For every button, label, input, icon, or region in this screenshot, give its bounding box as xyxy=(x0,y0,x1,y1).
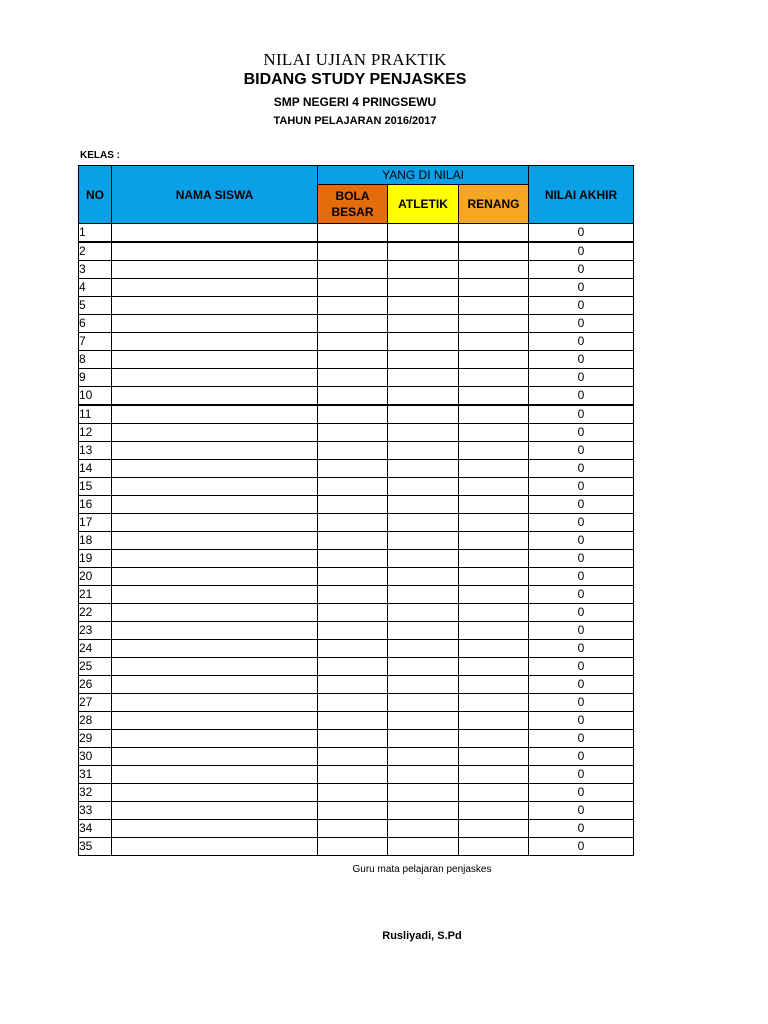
table-row xyxy=(79,730,634,748)
atletik-score-cell xyxy=(388,405,459,424)
row-number: 23 xyxy=(79,622,112,640)
final-score-cell: 0 xyxy=(529,387,634,406)
bola-besar-score-cell xyxy=(318,640,388,658)
row-number: 34 xyxy=(79,820,112,838)
column-header-name: NAMA SISWA xyxy=(112,166,318,224)
bola-besar-score-cell xyxy=(318,532,388,550)
student-name-cell xyxy=(112,333,318,351)
final-score-cell: 0 xyxy=(529,405,634,424)
row-number: 15 xyxy=(79,478,112,496)
final-score-cell: 0 xyxy=(529,658,634,676)
table-row xyxy=(79,224,634,243)
final-score-cell: 0 xyxy=(529,242,634,261)
atletik-score-cell xyxy=(388,622,459,640)
renang-score-cell xyxy=(459,604,529,622)
renang-score-cell xyxy=(459,387,529,406)
row-number: 7 xyxy=(79,333,112,351)
row-number: 22 xyxy=(79,604,112,622)
student-name-cell xyxy=(112,261,318,279)
table-row xyxy=(79,748,634,766)
renang-score-cell xyxy=(459,333,529,351)
column-header-final-score: NILAI AKHIR xyxy=(529,166,634,224)
row-number: 14 xyxy=(79,460,112,478)
atletik-score-cell xyxy=(388,242,459,261)
atletik-score-cell xyxy=(388,838,459,856)
student-name-cell xyxy=(112,766,318,784)
table-row xyxy=(79,550,634,568)
grade-table xyxy=(78,165,634,856)
student-name-cell xyxy=(112,640,318,658)
bola-besar-score-cell xyxy=(318,820,388,838)
atletik-score-cell xyxy=(388,333,459,351)
row-number: 29 xyxy=(79,730,112,748)
atletik-score-cell xyxy=(388,694,459,712)
row-number: 3 xyxy=(79,261,112,279)
renang-score-cell xyxy=(459,784,529,802)
renang-score-cell xyxy=(459,658,529,676)
atletik-score-cell xyxy=(388,550,459,568)
table-row xyxy=(79,514,634,532)
student-name-cell xyxy=(112,369,318,387)
student-name-cell xyxy=(112,820,318,838)
final-score-cell: 0 xyxy=(529,766,634,784)
bola-besar-score-cell xyxy=(318,478,388,496)
student-name-cell xyxy=(112,514,318,532)
row-number: 30 xyxy=(79,748,112,766)
bola-besar-score-cell xyxy=(318,351,388,369)
student-name-cell xyxy=(112,712,318,730)
column-header-atletik: ATLETIK xyxy=(388,185,459,224)
document-title: NILAI UJIAN PRAKTIK xyxy=(263,50,447,69)
renang-score-cell xyxy=(459,820,529,838)
table-row xyxy=(79,640,634,658)
table-row xyxy=(79,838,634,856)
renang-score-cell xyxy=(459,224,529,243)
bola-besar-score-cell xyxy=(318,838,388,856)
table-row xyxy=(79,694,634,712)
student-name-cell xyxy=(112,315,318,333)
bola-besar-score-cell xyxy=(318,297,388,315)
row-number: 35 xyxy=(79,838,112,856)
atletik-score-cell xyxy=(388,387,459,406)
atletik-score-cell xyxy=(388,820,459,838)
student-name-cell xyxy=(112,351,318,369)
bola-besar-score-cell xyxy=(318,369,388,387)
student-name-cell xyxy=(112,478,318,496)
final-score-cell: 0 xyxy=(529,694,634,712)
row-number: 26 xyxy=(79,676,112,694)
atletik-score-cell xyxy=(388,351,459,369)
bola-besar-score-cell xyxy=(318,748,388,766)
renang-score-cell xyxy=(459,838,529,856)
class-label: KELAS : xyxy=(80,150,120,161)
atletik-score-cell xyxy=(388,712,459,730)
row-number: 17 xyxy=(79,514,112,532)
table-row xyxy=(79,333,634,351)
student-name-cell xyxy=(112,676,318,694)
student-name-cell xyxy=(112,387,318,406)
atletik-score-cell xyxy=(388,748,459,766)
final-score-cell: 0 xyxy=(529,478,634,496)
atletik-score-cell xyxy=(388,297,459,315)
bola-besar-score-cell xyxy=(318,242,388,261)
row-number: 10 xyxy=(79,387,112,406)
final-score-cell: 0 xyxy=(529,224,634,243)
bola-besar-score-cell xyxy=(318,676,388,694)
atletik-score-cell xyxy=(388,478,459,496)
student-name-cell xyxy=(112,405,318,424)
table-row xyxy=(79,712,634,730)
atletik-score-cell xyxy=(388,224,459,243)
atletik-score-cell xyxy=(388,568,459,586)
student-name-cell xyxy=(112,460,318,478)
bola-besar-score-cell xyxy=(318,333,388,351)
row-number: 16 xyxy=(79,496,112,514)
bola-besar-score-cell xyxy=(318,766,388,784)
final-score-cell: 0 xyxy=(529,748,634,766)
renang-score-cell xyxy=(459,586,529,604)
renang-score-cell xyxy=(459,478,529,496)
final-score-cell: 0 xyxy=(529,297,634,315)
renang-score-cell xyxy=(459,532,529,550)
student-name-cell xyxy=(112,568,318,586)
table-row xyxy=(79,658,634,676)
row-number: 9 xyxy=(79,369,112,387)
renang-score-cell xyxy=(459,550,529,568)
atletik-score-cell xyxy=(388,315,459,333)
final-score-cell: 0 xyxy=(529,351,634,369)
atletik-score-cell xyxy=(388,442,459,460)
school-name: SMP NEGERI 4 PRINGSEWU xyxy=(273,95,437,109)
row-number: 32 xyxy=(79,784,112,802)
table-row xyxy=(79,496,634,514)
table-row xyxy=(79,279,634,297)
student-name-cell xyxy=(112,694,318,712)
row-number: 21 xyxy=(79,586,112,604)
table-row xyxy=(79,532,634,550)
bola-besar-score-cell xyxy=(318,622,388,640)
student-name-cell xyxy=(112,550,318,568)
renang-score-cell xyxy=(459,242,529,261)
student-name-cell xyxy=(112,802,318,820)
row-number: 31 xyxy=(79,766,112,784)
student-name-cell xyxy=(112,442,318,460)
atletik-score-cell xyxy=(388,604,459,622)
row-number: 11 xyxy=(79,405,112,424)
bola-besar-score-cell xyxy=(318,658,388,676)
atletik-score-cell xyxy=(388,261,459,279)
table-row xyxy=(79,424,634,442)
final-score-cell: 0 xyxy=(529,784,634,802)
renang-score-cell xyxy=(459,369,529,387)
table-row xyxy=(79,315,634,333)
final-score-cell: 0 xyxy=(529,279,634,297)
renang-score-cell xyxy=(459,442,529,460)
row-number: 33 xyxy=(79,802,112,820)
bola-besar-score-cell xyxy=(318,586,388,604)
row-number: 20 xyxy=(79,568,112,586)
atletik-score-cell xyxy=(388,369,459,387)
atletik-score-cell xyxy=(388,460,459,478)
final-score-cell: 0 xyxy=(529,514,634,532)
atletik-score-cell xyxy=(388,640,459,658)
table-row xyxy=(79,586,634,604)
table-row xyxy=(79,297,634,315)
row-number: 13 xyxy=(79,442,112,460)
student-name-cell xyxy=(112,532,318,550)
final-score-cell: 0 xyxy=(529,586,634,604)
final-score-cell: 0 xyxy=(529,315,634,333)
student-name-cell xyxy=(112,586,318,604)
bola-besar-score-cell xyxy=(318,224,388,243)
student-name-cell xyxy=(112,658,318,676)
atletik-score-cell xyxy=(388,766,459,784)
final-score-cell: 0 xyxy=(529,496,634,514)
bola-besar-score-cell xyxy=(318,514,388,532)
renang-score-cell xyxy=(459,496,529,514)
table-row xyxy=(79,387,634,406)
renang-score-cell xyxy=(459,730,529,748)
bola-besar-score-cell xyxy=(318,694,388,712)
table-row xyxy=(79,604,634,622)
teacher-label: Guru mata pelajaran penjaskes xyxy=(352,864,492,875)
table-row xyxy=(79,261,634,279)
bola-besar-score-cell xyxy=(318,568,388,586)
bola-besar-score-cell xyxy=(318,405,388,424)
table-row xyxy=(79,568,634,586)
atletik-score-cell xyxy=(388,586,459,604)
atletik-score-cell xyxy=(388,279,459,297)
student-name-cell xyxy=(112,297,318,315)
final-score-cell: 0 xyxy=(529,712,634,730)
final-score-cell: 0 xyxy=(529,369,634,387)
row-number: 27 xyxy=(79,694,112,712)
renang-score-cell xyxy=(459,279,529,297)
row-number: 24 xyxy=(79,640,112,658)
renang-score-cell xyxy=(459,676,529,694)
table-body xyxy=(79,224,634,856)
row-number: 1 xyxy=(79,224,112,243)
atletik-score-cell xyxy=(388,424,459,442)
row-number: 28 xyxy=(79,712,112,730)
subject-title: BIDANG STUDY PENJASKES xyxy=(243,71,467,88)
bola-besar-score-cell xyxy=(318,550,388,568)
bola-besar-score-cell xyxy=(318,261,388,279)
table-row xyxy=(79,460,634,478)
student-name-cell xyxy=(112,622,318,640)
row-number: 5 xyxy=(79,297,112,315)
final-score-cell: 0 xyxy=(529,568,634,586)
bola-besar-score-cell xyxy=(318,712,388,730)
renang-score-cell xyxy=(459,802,529,820)
student-name-cell xyxy=(112,224,318,243)
student-name-cell xyxy=(112,496,318,514)
renang-score-cell xyxy=(459,315,529,333)
renang-score-cell xyxy=(459,748,529,766)
renang-score-cell xyxy=(459,622,529,640)
atletik-score-cell xyxy=(388,514,459,532)
final-score-cell: 0 xyxy=(529,550,634,568)
bola-besar-score-cell xyxy=(318,315,388,333)
renang-score-cell xyxy=(459,568,529,586)
student-name-cell xyxy=(112,424,318,442)
student-name-cell xyxy=(112,730,318,748)
table-row xyxy=(79,442,634,460)
atletik-score-cell xyxy=(388,496,459,514)
bola-besar-score-cell xyxy=(318,442,388,460)
renang-score-cell xyxy=(459,514,529,532)
table-row xyxy=(79,242,634,261)
row-number: 18 xyxy=(79,532,112,550)
final-score-cell: 0 xyxy=(529,333,634,351)
table-row xyxy=(79,369,634,387)
atletik-score-cell xyxy=(388,784,459,802)
final-score-cell: 0 xyxy=(529,640,634,658)
column-header-bola-besar: BOLA BESAR xyxy=(318,185,388,224)
table-row xyxy=(79,784,634,802)
bola-besar-score-cell xyxy=(318,387,388,406)
bola-besar-score-cell xyxy=(318,496,388,514)
final-score-cell: 0 xyxy=(529,604,634,622)
table-row xyxy=(79,820,634,838)
table-row xyxy=(79,478,634,496)
row-number: 4 xyxy=(79,279,112,297)
atletik-score-cell xyxy=(388,532,459,550)
final-score-cell: 0 xyxy=(529,622,634,640)
student-name-cell xyxy=(112,784,318,802)
bola-besar-score-cell xyxy=(318,424,388,442)
bola-besar-score-cell xyxy=(318,784,388,802)
renang-score-cell xyxy=(459,640,529,658)
atletik-score-cell xyxy=(388,802,459,820)
table-row xyxy=(79,405,634,424)
academic-year: TAHUN PELAJARAN 2016/2017 xyxy=(273,115,437,127)
renang-score-cell xyxy=(459,460,529,478)
row-number: 19 xyxy=(79,550,112,568)
student-name-cell xyxy=(112,242,318,261)
renang-score-cell xyxy=(459,405,529,424)
renang-score-cell xyxy=(459,694,529,712)
renang-score-cell xyxy=(459,712,529,730)
student-name-cell xyxy=(112,838,318,856)
atletik-score-cell xyxy=(388,658,459,676)
row-number: 25 xyxy=(79,658,112,676)
bola-besar-score-cell xyxy=(318,604,388,622)
row-number: 12 xyxy=(79,424,112,442)
column-header-no: NO xyxy=(79,166,112,224)
final-score-cell: 0 xyxy=(529,676,634,694)
final-score-cell: 0 xyxy=(529,460,634,478)
final-score-cell: 0 xyxy=(529,424,634,442)
column-header-renang: RENANG xyxy=(459,185,529,224)
final-score-cell: 0 xyxy=(529,532,634,550)
student-name-cell xyxy=(112,748,318,766)
row-number: 6 xyxy=(79,315,112,333)
table-row xyxy=(79,622,634,640)
renang-score-cell xyxy=(459,351,529,369)
renang-score-cell xyxy=(459,297,529,315)
bola-besar-score-cell xyxy=(318,802,388,820)
table-row xyxy=(79,351,634,369)
final-score-cell: 0 xyxy=(529,442,634,460)
bola-besar-score-cell xyxy=(318,730,388,748)
atletik-score-cell xyxy=(388,730,459,748)
teacher-name: Rusliyadi, S.Pd xyxy=(382,930,462,942)
final-score-cell: 0 xyxy=(529,802,634,820)
table-row xyxy=(79,766,634,784)
student-name-cell xyxy=(112,604,318,622)
renang-score-cell xyxy=(459,261,529,279)
atletik-score-cell xyxy=(388,676,459,694)
final-score-cell: 0 xyxy=(529,730,634,748)
final-score-cell: 0 xyxy=(529,261,634,279)
final-score-cell: 0 xyxy=(529,820,634,838)
table-row xyxy=(79,676,634,694)
bola-besar-score-cell xyxy=(318,460,388,478)
renang-score-cell xyxy=(459,424,529,442)
column-group-assessed: YANG DI NILAI xyxy=(318,166,529,185)
renang-score-cell xyxy=(459,766,529,784)
row-number: 8 xyxy=(79,351,112,369)
student-name-cell xyxy=(112,279,318,297)
bola-besar-score-cell xyxy=(318,279,388,297)
final-score-cell: 0 xyxy=(529,838,634,856)
table-row xyxy=(79,802,634,820)
row-number: 2 xyxy=(79,242,112,261)
